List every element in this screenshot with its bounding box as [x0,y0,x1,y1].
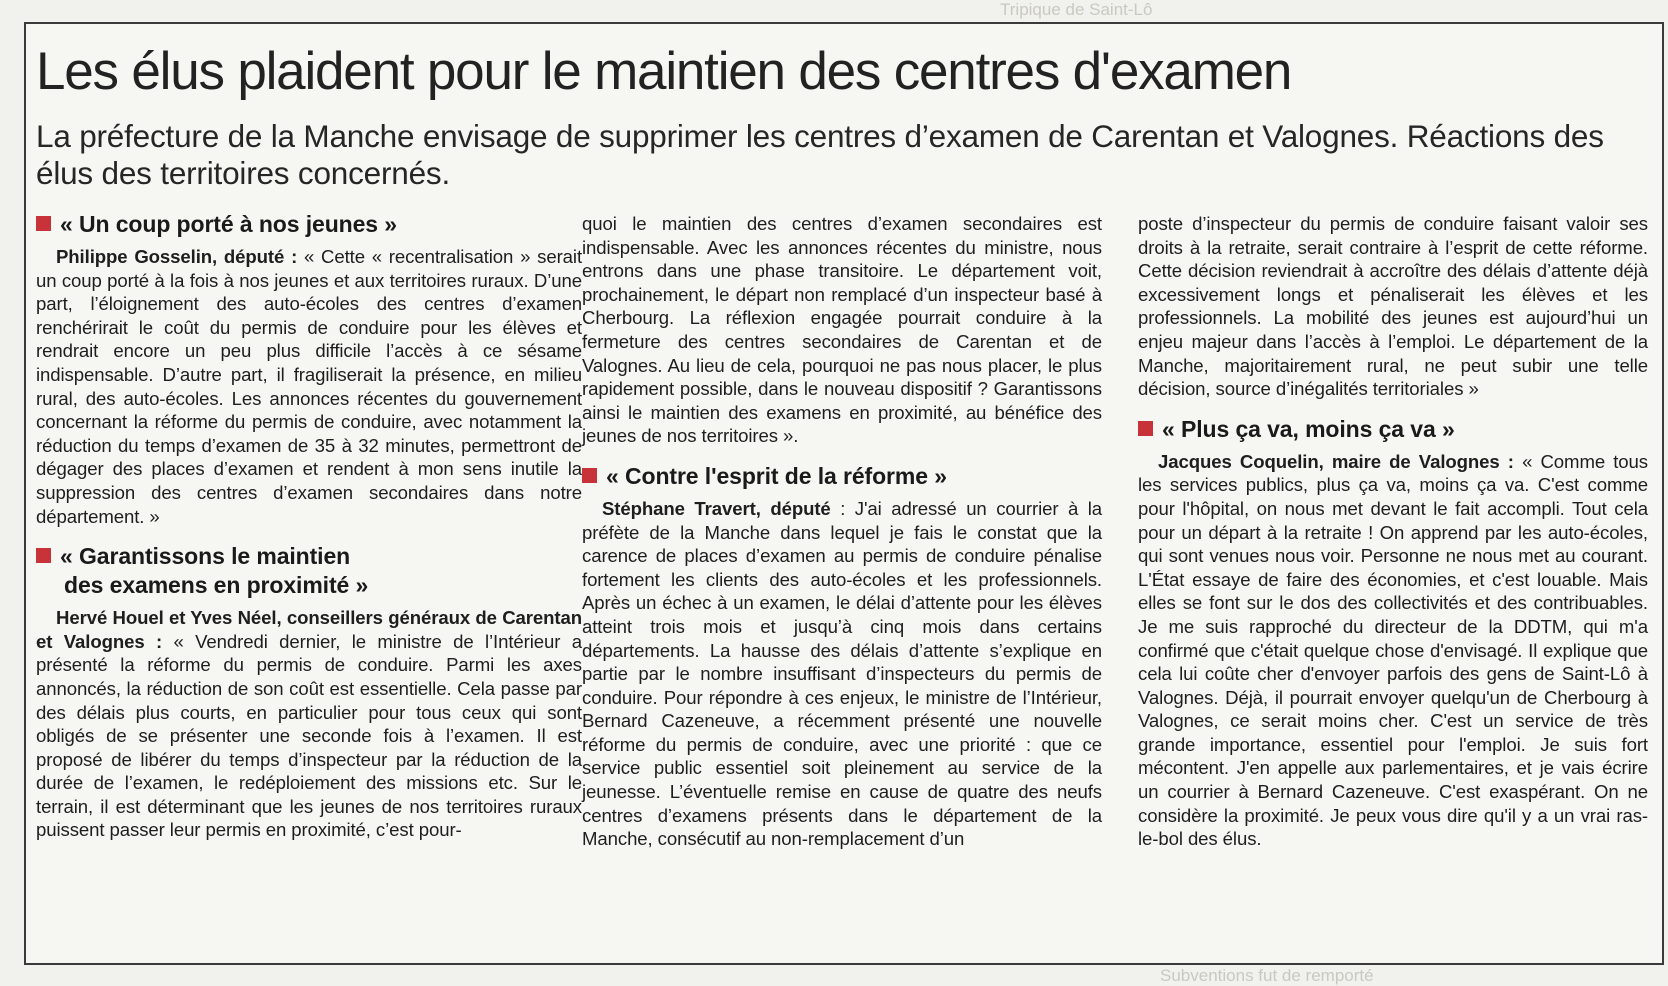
column-2 [582,212,1102,851]
paragraph-gosselin: Philippe Gosselin, député : « Cette « recentralisation » serait un coup porté à la fois à nos jeunes et aux territoires ruraux. D’une part, l’éloignement des auto-écoles des centres d’examen renchérirait le coût du permis de conduire pour les élèves et rendrait encore un peu plus difficile l’accès à ce sésame indispensable. D’autre part, il fragiliserait la présence, en milieu rural, des auto-écoles. Les annonces récentes du gouvernement concernant la réforme du permis de conduire, avec notamment la réduction du temps d’examen de 35 à 32 minutes, permettront de dégager des places d’examen et rendent à mon sens inutile la suppression des centres d’examen secondaires dans notre département. » [36,246,583,527]
paragraph-houel-neel-continued: quoi le maintien des centres d’examen secondaires est indispensable. Avec les annonces récentes du ministre, nous entrons dans une phase transitoire. Le département voit, prochainement, le départ non remplacé d’un inspecteur basé à Cherbourg. La réflexion engagée pourrait conduire à la fermeture des centres secondaires de Carentan et de Valognes. Au lieu de cela, pourquoi ne pas nous placer, le plus rapidement possible, dans le nouveau dispositif ? Garantissons ainsi le maintien des examens en proximité, au bénéfice des jeunes de nos territoires ». [582,213,1102,447]
column-3 [1138,212,1648,851]
red-square-bullet-icon [36,216,51,231]
standfirst: La préfecture de la Manche envisage de supprimer les centres d’examen de Carentan et Valognes. Réactions des élus des territoires concernés. [36,118,1604,191]
speaker-gosselin: Philippe Gosselin, député : [56,246,298,267]
bleed-through-text-top: Tripique de Saint-Lô [1000,0,1153,19]
subheading-plus-ca-va: « Plus ça va, moins ça va » [1138,415,1648,444]
subheading-garantissons: « Garantissons le maintien des examens en proximité » [36,542,582,600]
red-square-bullet-icon [1138,421,1153,436]
headline: Les élus plaident pour le maintien des centres d'examen [36,42,1292,101]
red-square-bullet-icon [582,468,597,483]
speaker-travert: Stéphane Travert, député [602,497,831,519]
subheading-contre-esprit: « Contre l'esprit de la réforme » [582,462,1102,491]
paragraph-travert: Stéphane Travert, député : J'ai adressé un courrier à la préfète de la Manche dans lequel je fais le constat que la carence de places d’examen au permis de conduire pénalise fortement les clients des auto-écoles et les professionnels. Après un échec à un examen, le délai d’attente pour les élèves atteint trois mois et jusqu’à cinq mois dans certains départements. La hausse des délais d’attente s’explique en partie par le nombre insuffisant d’inspecteurs du permis de conduire. Pour répondre à ces enjeux, le ministre de l’Intérieur, Bernard Cazeneuve, a récemment présenté une nouvelle réforme du permis de conduire, avec une priorité : que ce service public essentiel soit pleinement au service de la jeunesse. L’éventuelle remise en cause de quatre des neufs centres d’examens présents dans le département de la Manche, consécutif au non-remplacement d’un [582,497,1102,850]
column-1 [36,210,582,842]
bleed-through-text-bottom: Subventions fut de remporté [1160,966,1374,985]
red-square-bullet-icon [36,548,51,563]
paragraph-travert-continued: poste d’inspecteur du permis de conduire faisant valoir ses droits à la retraite, serait contraire à l’esprit de cette réforme. Cette décision reviendrait à accroître des délais d’attente déjà excessivement longs et pénaliserait les élèves et les professionnels. La mobilité des jeunes est aujourd’hui un enjeu majeur dans l’accès à l’emploi. Le département de la Manche, majoritairement rural, ne peut subir une telle décision, source d’inégalités territoriales » [1138,213,1648,400]
speaker-coquelin: Jacques Coquelin, maire de Valognes : [1158,450,1514,472]
paragraph-houel-neel: Hervé Houel et Yves Néel, conseillers généraux de Carentan et Valognes : « Vendredi dernier, le ministre de l’Intérieur a présenté la réforme du permis de conduire. Parmi les axes annoncés, la réduction de son coût est essentielle. Cela passe par des délais plus courts, en particulier pour tous ceux qui sont obligés de se présenter une seconde fois à l’examen. Il est proposé de libérer du temps d’inspecteur par la réduction de la durée de l’examen, le redéploiement des missions etc. Sur le terrain, il est déterminant que les jeunes de nos territoires ruraux puissent passer leur permis en proximité, c’est pour- [36,607,582,841]
subheading-coup-porte: « Un coup porté à nos jeunes » [36,210,582,239]
paragraph-coquelin: Jacques Coquelin, maire de Valognes : « Comme tous les services publics, plus ça va, moins ça va. C'est comme pour l'hôpital, on nous met devant le fait accompli. Tout cela pour un départ à la retraite ! On apprend par les auto-écoles, qui sont venues nous voir. Personne ne nous met au courant. L'État essaye de faire des économies, et c'est louable. Mais elles se font sur le dos des collectivités et des contribuables. Je me suis rapproché du directeur de la DDTM, qui m'a confirmé que c'était quelque chose d'envisagé. Il explique que cela lui coûte cher d'envoyer parfois des gens de Saint-Lô à Valognes. Déjà, il pourrait envoyer quelqu'un de Cherbourg à Valognes, ce serait moins cher. C'est un service de très grande importance, essentiel pour l'emploi. Je suis fort mécontent. J'en appelle aux parlementaires, et je vais écrire un courrier à Bernard Cazeneuve. C'est exaspérant. On ne considère la proximité. Je peux vous dire qu'il y a un vrai ras-le-bol des élus. [1138,450,1648,850]
speaker-houel-neel: Hervé Houel et Yves Néel, conseillers généraux de Carentan et Valognes : [36,607,582,652]
